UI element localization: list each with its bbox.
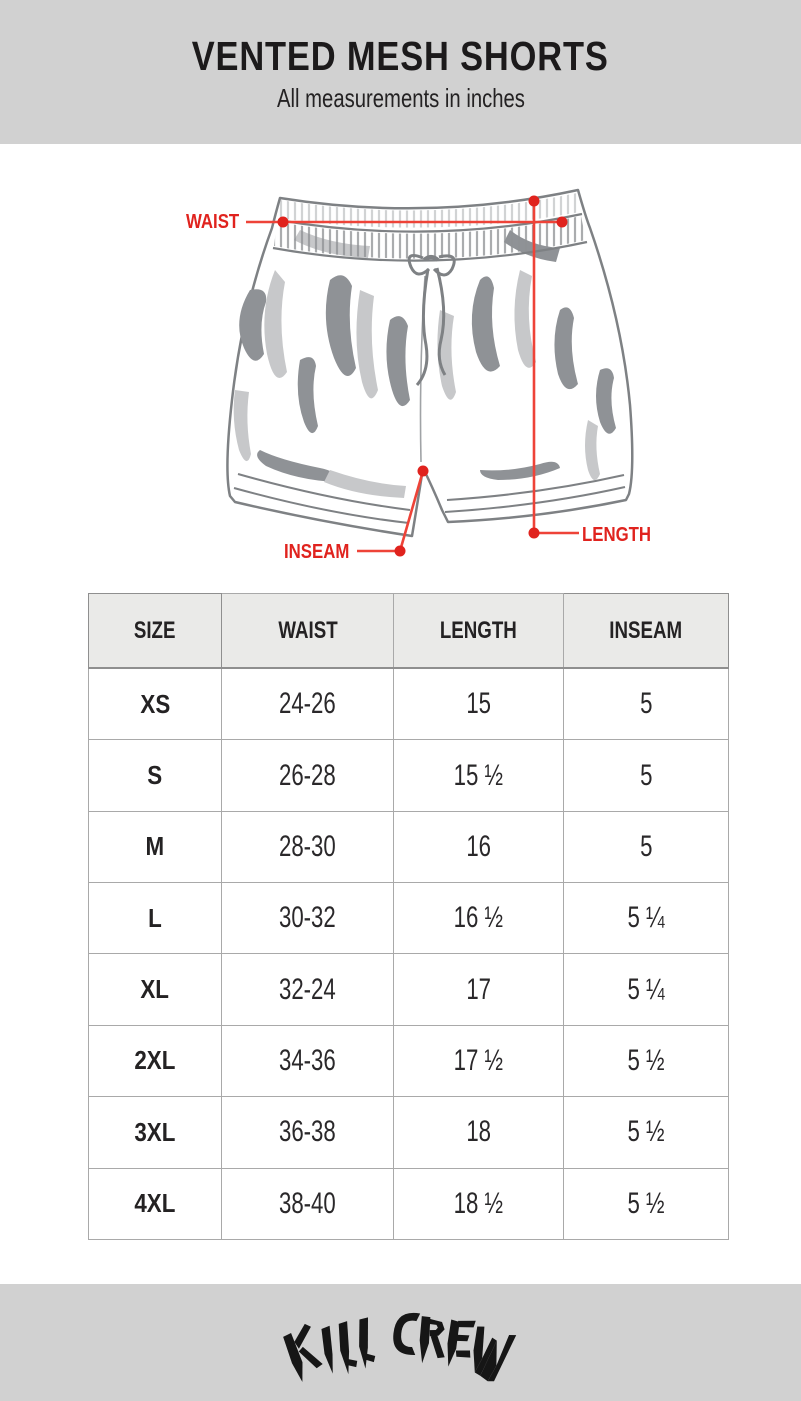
cell-text: 5 ½: [627, 1043, 665, 1077]
cell-length: [394, 954, 564, 1025]
inseam-line: [357, 471, 423, 551]
cell-length: [394, 1097, 564, 1168]
header-length-text: LENGTH: [440, 616, 517, 644]
cell-size: [89, 1097, 222, 1168]
cell-length: [394, 668, 564, 740]
page-title: [0, 33, 801, 79]
length-line: [534, 201, 579, 533]
cell-text: 2XL: [134, 1045, 176, 1076]
cell-waist: [222, 1097, 394, 1168]
page-title-text: VENTED MESH SHORTS: [192, 33, 609, 79]
cell-text: 5 ¼: [627, 972, 665, 1006]
cell-text: 16: [466, 829, 491, 863]
measurement-lines: [180, 170, 660, 563]
cell-text: S: [147, 760, 163, 791]
length-label: LENGTH: [582, 524, 652, 546]
cell-text: 28-30: [279, 829, 336, 863]
cell-text: 32-24: [279, 972, 336, 1006]
cell-text: XL: [140, 974, 170, 1005]
cell-length: [394, 1168, 564, 1239]
cell-size: [89, 740, 222, 811]
header-band: [0, 0, 801, 144]
table-row-xs: [89, 668, 729, 740]
cell-waist: [222, 811, 394, 882]
cell-text: 5 ½: [627, 1186, 665, 1220]
cell-text: 30-32: [279, 901, 336, 935]
cell-text: M: [145, 831, 165, 862]
table-row-xl: [89, 954, 729, 1025]
cell-text: 3XL: [134, 1116, 176, 1147]
cell-waist: [222, 883, 394, 954]
measurement-dots: [278, 196, 568, 557]
page-subtitle: [0, 85, 801, 111]
cell-text: 18 ½: [453, 1186, 504, 1220]
header-size-text: SIZE: [134, 616, 176, 644]
table-row-s: [89, 740, 729, 811]
cell-inseam: [564, 954, 729, 1025]
header-waist-text: WAIST: [277, 616, 338, 644]
cell-inseam: [564, 668, 729, 740]
page-subtitle-text: All measurements in inches: [276, 83, 525, 113]
cell-text: 17 ½: [453, 1043, 504, 1077]
logo-letter-r: [416, 1316, 449, 1366]
cell-text: 18: [466, 1115, 491, 1149]
table-row-4xl: [89, 1168, 729, 1239]
header-length: [394, 594, 564, 669]
footer-band: [0, 1284, 801, 1401]
cell-length: [394, 883, 564, 954]
cell-text: 34-36: [279, 1043, 336, 1077]
table-row-m: [89, 811, 729, 882]
inseam-label: INSEAM: [284, 541, 350, 563]
logo-letter-l2: [357, 1317, 375, 1369]
cell-size: [89, 954, 222, 1025]
size-table: [88, 593, 729, 1240]
cell-size: [89, 1168, 222, 1239]
cell-inseam: [564, 1168, 729, 1239]
header-row: [89, 594, 729, 669]
waist-label: WAIST: [186, 211, 240, 233]
header-size: [89, 594, 222, 669]
cell-inseam: [564, 1097, 729, 1168]
cell-text: 36-38: [279, 1115, 336, 1149]
cell-length: [394, 740, 564, 811]
logo-letter-w: [464, 1325, 516, 1386]
cell-text: 15 ½: [453, 758, 504, 792]
cell-waist: [222, 1168, 394, 1239]
cell-waist: [222, 1025, 394, 1096]
logo-letter-l1: [336, 1320, 358, 1374]
cell-size: [89, 1025, 222, 1096]
header-inseam: [564, 594, 729, 669]
cell-size: [89, 668, 222, 740]
logo-letter-i: [319, 1326, 338, 1375]
cell-length: [394, 811, 564, 882]
cell-text: 26-28: [279, 758, 336, 792]
header-waist: [222, 594, 394, 669]
logo-letter-c: [392, 1312, 420, 1355]
cell-text: L: [148, 902, 162, 933]
header-inseam-text: INSEAM: [609, 616, 683, 644]
cell-waist: [222, 954, 394, 1025]
size-table-header: [89, 594, 729, 669]
logo-letter-e: [442, 1316, 477, 1370]
size-table-body: [89, 668, 729, 1240]
cell-text: 4XL: [134, 1188, 176, 1219]
cell-inseam: [564, 740, 729, 811]
kill-crew-logo: [271, 1297, 531, 1388]
cell-length: [394, 1025, 564, 1096]
cell-text: 5 ½: [627, 1115, 665, 1149]
cell-text: 5 ¼: [627, 901, 665, 935]
table-row-2xl: [89, 1025, 729, 1096]
cell-size: [89, 883, 222, 954]
cell-text: 5: [639, 687, 653, 721]
table-row-3xl: [89, 1097, 729, 1168]
cell-text: 24-26: [279, 687, 336, 721]
table-row-l: [89, 883, 729, 954]
cell-text: 16 ½: [453, 901, 504, 935]
cell-waist: [222, 740, 394, 811]
cell-text: 5: [639, 758, 653, 792]
cell-inseam: [564, 883, 729, 954]
cell-text: 17: [466, 972, 491, 1006]
cell-inseam: [564, 811, 729, 882]
cell-inseam: [564, 1025, 729, 1096]
cell-size: [89, 811, 222, 882]
cell-text: XS: [140, 688, 170, 719]
cell-text: 38-40: [279, 1186, 336, 1220]
cell-text: 15: [466, 687, 491, 721]
cell-text: 5: [639, 829, 653, 863]
logo-letter-k: [281, 1322, 325, 1384]
cell-waist: [222, 668, 394, 740]
